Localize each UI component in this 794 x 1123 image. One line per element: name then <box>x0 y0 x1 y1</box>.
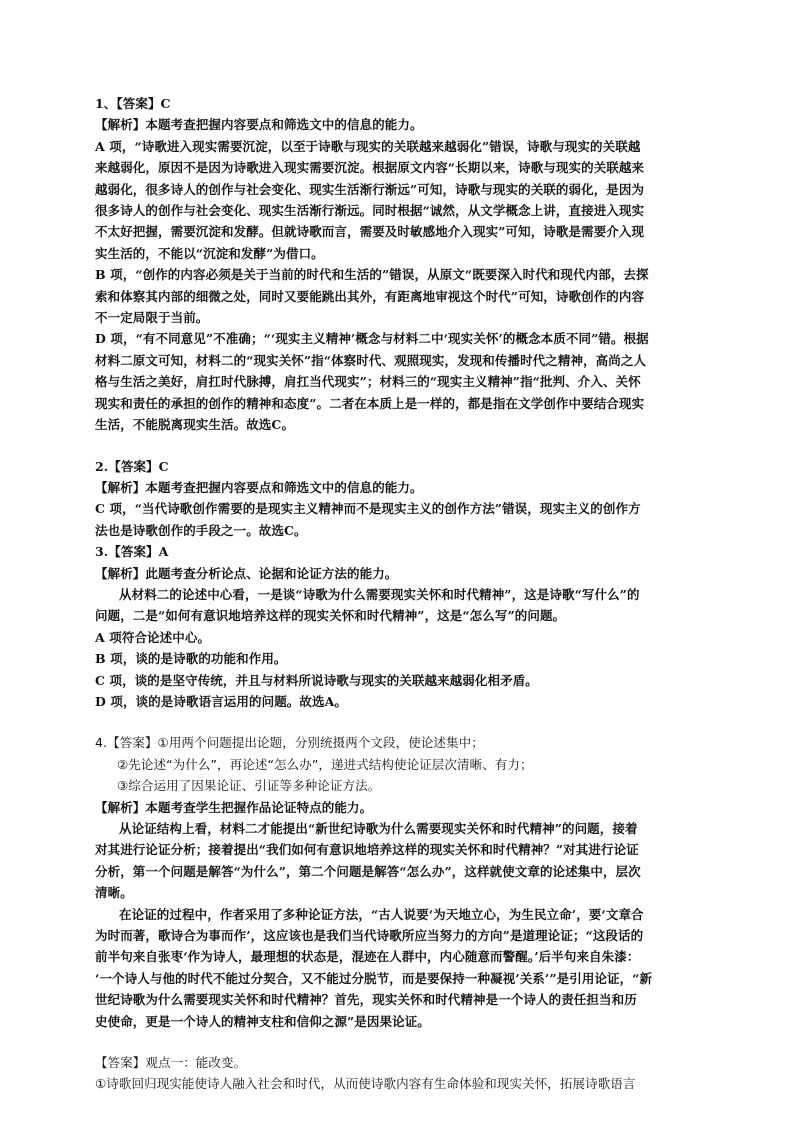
answer-point: ③综合运用了因果论证、引证等多种论证方法。 <box>117 778 381 794</box>
analysis-line: 【解析】此题考查分析论点、论据和论证方法的能力。 <box>95 565 398 581</box>
analysis-line: 很多诗人的创作与社会变化、现实生活渐行渐远。同时根据“诚然，从文学概念上讲，直接进入现实 <box>95 203 645 219</box>
analysis-line: 前半句来自张枣‘作为诗人，最理想的状态是，混迹在人群中，内心随意而警醒。’后半句来自朱漆： <box>95 949 640 965</box>
analysis-line: 史使命，更是一个诗人的精神支柱和信仰之源”是因果论证。 <box>95 1013 430 1029</box>
analysis-line: 生活，不能脱离现实生活。故选C。 <box>95 417 295 433</box>
section-spacer <box>95 1032 700 1052</box>
analysis-line: 【解析】本题考查把握内容要点和筛选文中的信息的能力。 <box>95 117 423 133</box>
analysis-line: C 项，谈的是坚守传统，并且与材料所说诗歌与现实的关联越来越弱化相矛盾。 <box>95 672 538 688</box>
answer-section-1 <box>95 93 700 436</box>
answer-point: ①诗歌回归现实能使诗人融入社会和时代，从而使诗歌内容有生命体验和现实关怀，拓展诗歌语言 <box>95 1076 636 1092</box>
analysis-line: A 项符合论述中心。 <box>95 629 211 645</box>
analysis-line: 来越弱化，原因不是因为诗歌进入现实需要沉淀。根据原文内容“长期以来，诗歌与现实的关联越来 <box>95 160 645 176</box>
analysis-line: 越弱化，很多诗人的创作与社会变化、现实生活渐行渐远”可知，诗歌与现实的关联的弱化，是因为 <box>95 181 645 197</box>
analysis-line: 从论证结构上看，材料二才能提出“新世纪诗歌为什么需要现实关怀和时代精神”的问题，接着 <box>119 821 638 836</box>
section-spacer <box>95 436 700 456</box>
analysis-line: ‘一个诗人与他的时代不能过分契合，又不能过分脱节，而是要保持一种凝视’关系’”是引用论证，“新 <box>95 970 653 986</box>
analysis-line: 现实和责任的承担的创作的精神和态度”。二者在本质上是一样的，都是指在文学创作中要结合现实 <box>95 395 645 411</box>
analysis-line: 索和体察其内部的细微之处，同时又要能跳出其外，有距离地审视这个时代”可知，诗歌创作的内容 <box>95 288 645 304</box>
analysis-line: B 项，谈的是诗歌的功能和作用。 <box>95 651 287 667</box>
answer-point: ②先论述“为什么”，再论述“怎么办”，递进式结构使论证层次清晰、有力； <box>117 756 533 772</box>
analysis-line: A 项，“诗歌进入现实需要沉淀，以至于诗歌与现实的关联越来越弱化”错误，诗歌与现实的关联越 <box>95 138 641 154</box>
analysis-line: 不一定局限于当前。 <box>95 310 209 326</box>
analysis-line: 世纪诗歌为什么需要现实关怀和时代精神？首先，现实关怀和时代精神是一个诗人的责任担当和历 <box>95 992 637 1008</box>
answer-heading: 【答案】观点一：能改变。 <box>95 1055 247 1071</box>
answer-section-2 <box>95 456 700 542</box>
answer-heading: 4.【答案】①用两个问题提出论题，分别统摄两个文段，使论述集中； <box>95 735 484 751</box>
answer-heading: 3.【答案】A <box>95 544 169 560</box>
analysis-line: 格与生活之美好，肩扛时代脉搏，肩扛当代现实”；材料三的“现实主义精神”指“批判、介入、关怀 <box>95 374 641 390</box>
analysis-line: 法也是诗歌创作的手段之一。故选C。 <box>95 522 307 538</box>
analysis-line: 在论证的过程中，作者采用了多种论证方法，“古人说要‘为天地立心，为生民立命’，要‘文章合 <box>119 906 644 922</box>
analysis-line: 问题，二是“如何有意识地培养这样的现实关怀和时代精神”，这是“怎么写”的问题。 <box>95 608 566 624</box>
analysis-line: 分析，第一个问题是解答“为什么”，第二个问题是解答“怎么办”，这样就使文章的论述集中，层次 <box>95 863 641 879</box>
analysis-line: 【解析】本题考查学生把握作品论证特点的能力。 <box>95 799 373 815</box>
analysis-line: 从材料二的论述中心看，一是谈“诗歌为什么需要现实关怀和时代精神”，这是诗歌“写什么”的 <box>119 586 640 602</box>
analysis-line: 清晰。 <box>95 885 133 901</box>
analysis-line: C 项，“当代诗歌创作需要的是现实主义精神而不是现实主义的创作方法”错误，现实主义的创作方 <box>95 501 641 517</box>
analysis-line: D 项，“有不同意见”不准确；“‘现实主义精神’概念与材料二中‘现实关怀’的概念本质不同”错。根据 <box>95 331 649 347</box>
analysis-line: D 项，谈的是诗歌语言运用的问题。故选A。 <box>95 693 347 709</box>
analysis-line: 材料二原文可知，材料二的“现实关怀”指“体察时代、观照现实，发现和传播时代之精神，高尚之人 <box>95 352 647 368</box>
answer-section-5 <box>95 1052 700 1095</box>
answer-heading: 2.【答案】C <box>95 458 169 474</box>
analysis-line: B 项，“创作的内容必须是关于当前的时代和生活的”错误，从原文“既要深入时代和现代内部，去探 <box>95 267 649 283</box>
analysis-line: 为时而著，歌诗合为事而作’，这应该也是我们当代诗歌所应当努力的方向”是道理论证；“这段话的 <box>95 928 644 944</box>
answer-section-4 <box>95 732 700 1032</box>
section-spacer <box>95 712 700 732</box>
document-body <box>95 93 700 1095</box>
answer-heading: 1、【答案】C <box>95 96 171 111</box>
analysis-line: 对其进行论证分析；接着提出“我们如何有意识地培养这样的现实关怀和时代精神？”对其进行论证 <box>95 842 639 858</box>
analysis-line: 不太好把握，需要沉淀和发酵。但就诗歌而言，需要及时敏感地介入现实”可知，诗歌是需要介入现 <box>95 224 645 240</box>
answer-section-3 <box>95 541 700 712</box>
analysis-line: 实生活的，不能以“沉淀和发酵”为借口。 <box>95 245 324 261</box>
analysis-line: 【解析】本题考查把握内容要点和筛选文中的信息的能力。 <box>95 479 423 495</box>
